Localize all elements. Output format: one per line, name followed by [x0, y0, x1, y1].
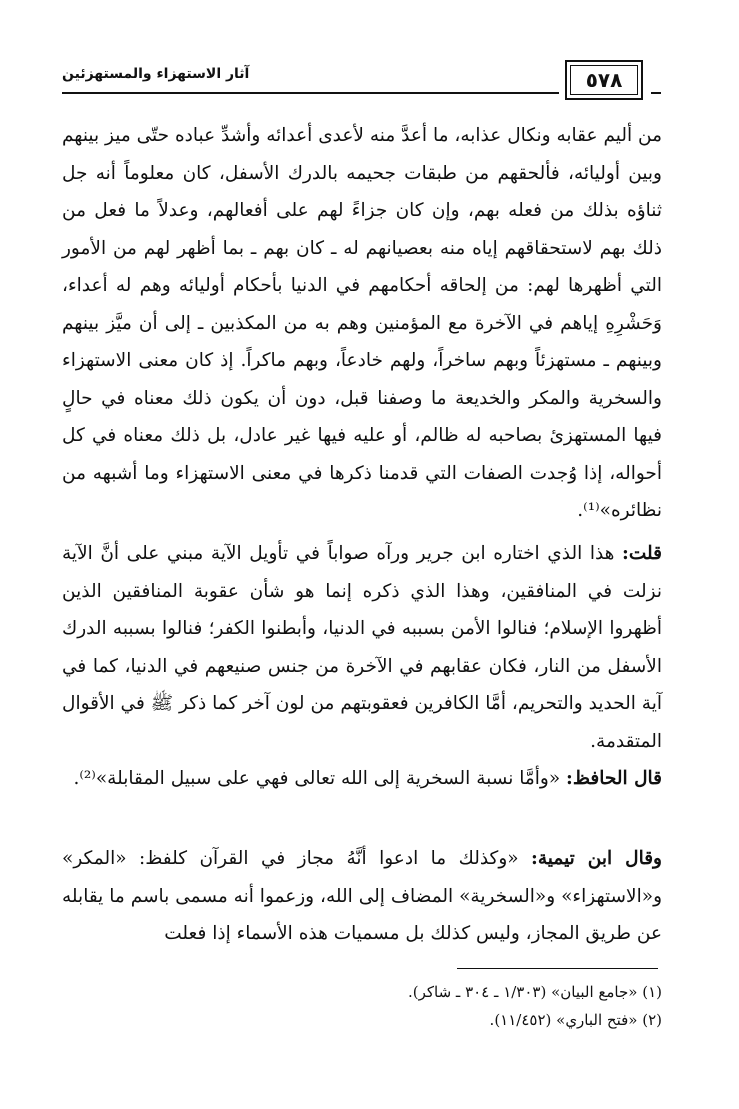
running-header-title: آثار الاستهزاء والمستهزئين: [62, 66, 250, 82]
paragraph-2-label: قلت:: [622, 543, 662, 564]
footnote-2: (٢) «فتح الباري» (١١/٤٥٢).: [489, 1011, 662, 1029]
page-number: ٥٧٨: [585, 68, 623, 92]
paragraph-3-block: [62, 760, 662, 798]
footnote-separator: [457, 968, 658, 969]
header-rule: [62, 92, 559, 94]
paragraph-1: من أليم عقابه ونكال عذابه، ما أعدَّ منه لأعدى أعدائه وأشدِّ عباده حتّى ميز بينهم وبين أوليائه، فألحقهم من طبقات جحيمه بالدرك الأسفل، كان معلوماً أنه جل ثناؤه بذلك من فعله بهم، وإن كان جزاءً لهم على أفعالهم، وعدلاً ما فعل من ذلك بهم لاستحقاقهم إياه منه بعصيانهم له ـ كان بهم ـ بما أظهر لهم من الأمور التي أظهرها لهم: من إلحاقه أحكامهم في الدنيا بأحكام أوليائه وهم له أعداء، وَحَشْرِهِ إياهم في الآخرة مع المؤمنين وهم به من المكذبين ـ إلى أن ميَّز بينهم وبينهم ـ مستهزئاً وبهم ساخراً، ولهم خادعاً، وبهم ماكراً. إذ كان معنى الاستهزاء والسخرية والمكر والخديعة ما وصفنا قبل، دون أن يكون ذلك معناه في حالٍ فيها المستهزئ بصاحبه له ظالم، أو عليه فيها غير عادل، بل ذلك معناه في كل أحواله، إذا وُجدت الصفات التي قدمنا ذكرها في معنى الاستهزاء وما أشبهه من نظائره»⁽¹⁾.: [62, 125, 662, 521]
paragraph-4: [62, 840, 662, 953]
paragraph-3-text: «وأمَّا نسبة السخرية إلى الله تعالى فهي على سبيل المقابلة»⁽²⁾.: [73, 768, 567, 789]
paragraph-3-label: قال الحافظ:: [566, 768, 662, 789]
footnotes: [62, 978, 662, 1034]
paragraph-3: [62, 760, 662, 798]
paragraph-1-block: [62, 117, 662, 530]
footnote-1: (١) «جامع البيان» (١/٣٠٣ ـ ٣٠٤ ـ شاكر).: [407, 983, 662, 1001]
paragraph-4-label: وقال ابن تيمية:: [531, 848, 662, 869]
paragraph-4-block: [62, 840, 662, 953]
paragraph-2-block: [62, 535, 662, 760]
paragraph-4-text: «وكذلك ما ادعوا أنَّهُ مجاز في القرآن كلفظ: «المكر» و«الاستهزاء» و«السخرية» المضاف إلى الله، وزعموا أنه مسمى باسم ما يقابله عن طريق المجاز، وليس كذلك بل مسميات هذه الأسماء إذا فعلت: [62, 848, 662, 944]
paragraph-2: [62, 535, 662, 760]
page-number-box: [565, 60, 643, 100]
paragraph-2-text: هذا الذي اختاره ابن جرير ورآه صواباً في تأويل الآية مبني على أنَّ الآية نزلت في المنافقين، وهذا الذي ذكره إنما هو شأن عقوبة المنافقين الذين أظهروا الإسلام؛ فنالوا الأمن بسببه في الدنيا، وأبطنوا الكفر؛ فنالوا بسببه الدرك الأسفل من النار، فكان عقابهم في الآخرة من جنس صنيعهم في الدنيا، كما في آية الحديد والتحريم، أمَّا الكافرين فعقوبتهم من لون آخر كما ذكر ﷺ في الأقوال المتقدمة.: [62, 543, 662, 752]
header-rule-end: [651, 92, 661, 94]
